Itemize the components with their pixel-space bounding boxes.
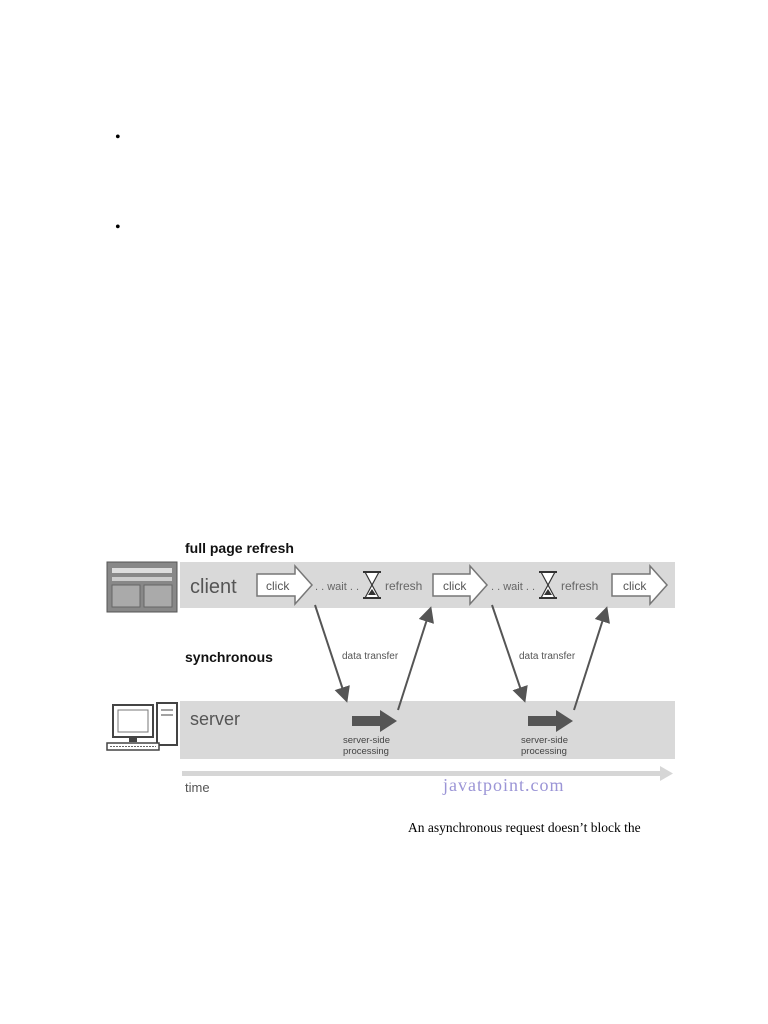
- time-axis: [182, 771, 660, 776]
- processing-label-2b: processing: [521, 746, 567, 757]
- data-transfer-label-2: data transfer: [519, 651, 576, 662]
- computer-icon: [107, 703, 177, 750]
- processing-label-1a: server-side: [343, 735, 390, 746]
- server-label: server: [190, 709, 241, 729]
- time-arrowhead: [660, 766, 673, 781]
- click-label-1: click: [266, 579, 290, 593]
- diagram-title: full page refresh: [185, 540, 294, 556]
- response-arrow-2: [574, 610, 606, 710]
- response-arrow-1: [398, 610, 430, 710]
- bullet-1: •: [115, 129, 121, 146]
- wait-label-2: . . wait . .: [491, 581, 536, 593]
- client-band: [180, 562, 675, 608]
- synchronous-label: synchronous: [185, 649, 273, 665]
- caption-text: An asynchronous request doesn’t block the: [408, 820, 641, 835]
- processing-label-1b: processing: [343, 746, 389, 757]
- browser-window-icon: [107, 562, 177, 612]
- sync-request-diagram: [105, 535, 680, 800]
- wait-label-1: . . wait . .: [315, 581, 360, 593]
- click-label-2: click: [443, 579, 467, 593]
- server-band: [180, 701, 675, 759]
- data-transfer-label-1: data transfer: [342, 651, 399, 662]
- processing-label-2a: server-side: [521, 735, 568, 746]
- watermark: javatpoint.com: [443, 775, 565, 795]
- refresh-label-2: refresh: [561, 579, 599, 593]
- bullet-2: •: [115, 219, 121, 236]
- time-label: time: [185, 780, 210, 795]
- refresh-label-1: refresh: [385, 579, 423, 593]
- client-label: client: [190, 576, 237, 598]
- click-label-3: click: [623, 579, 647, 593]
